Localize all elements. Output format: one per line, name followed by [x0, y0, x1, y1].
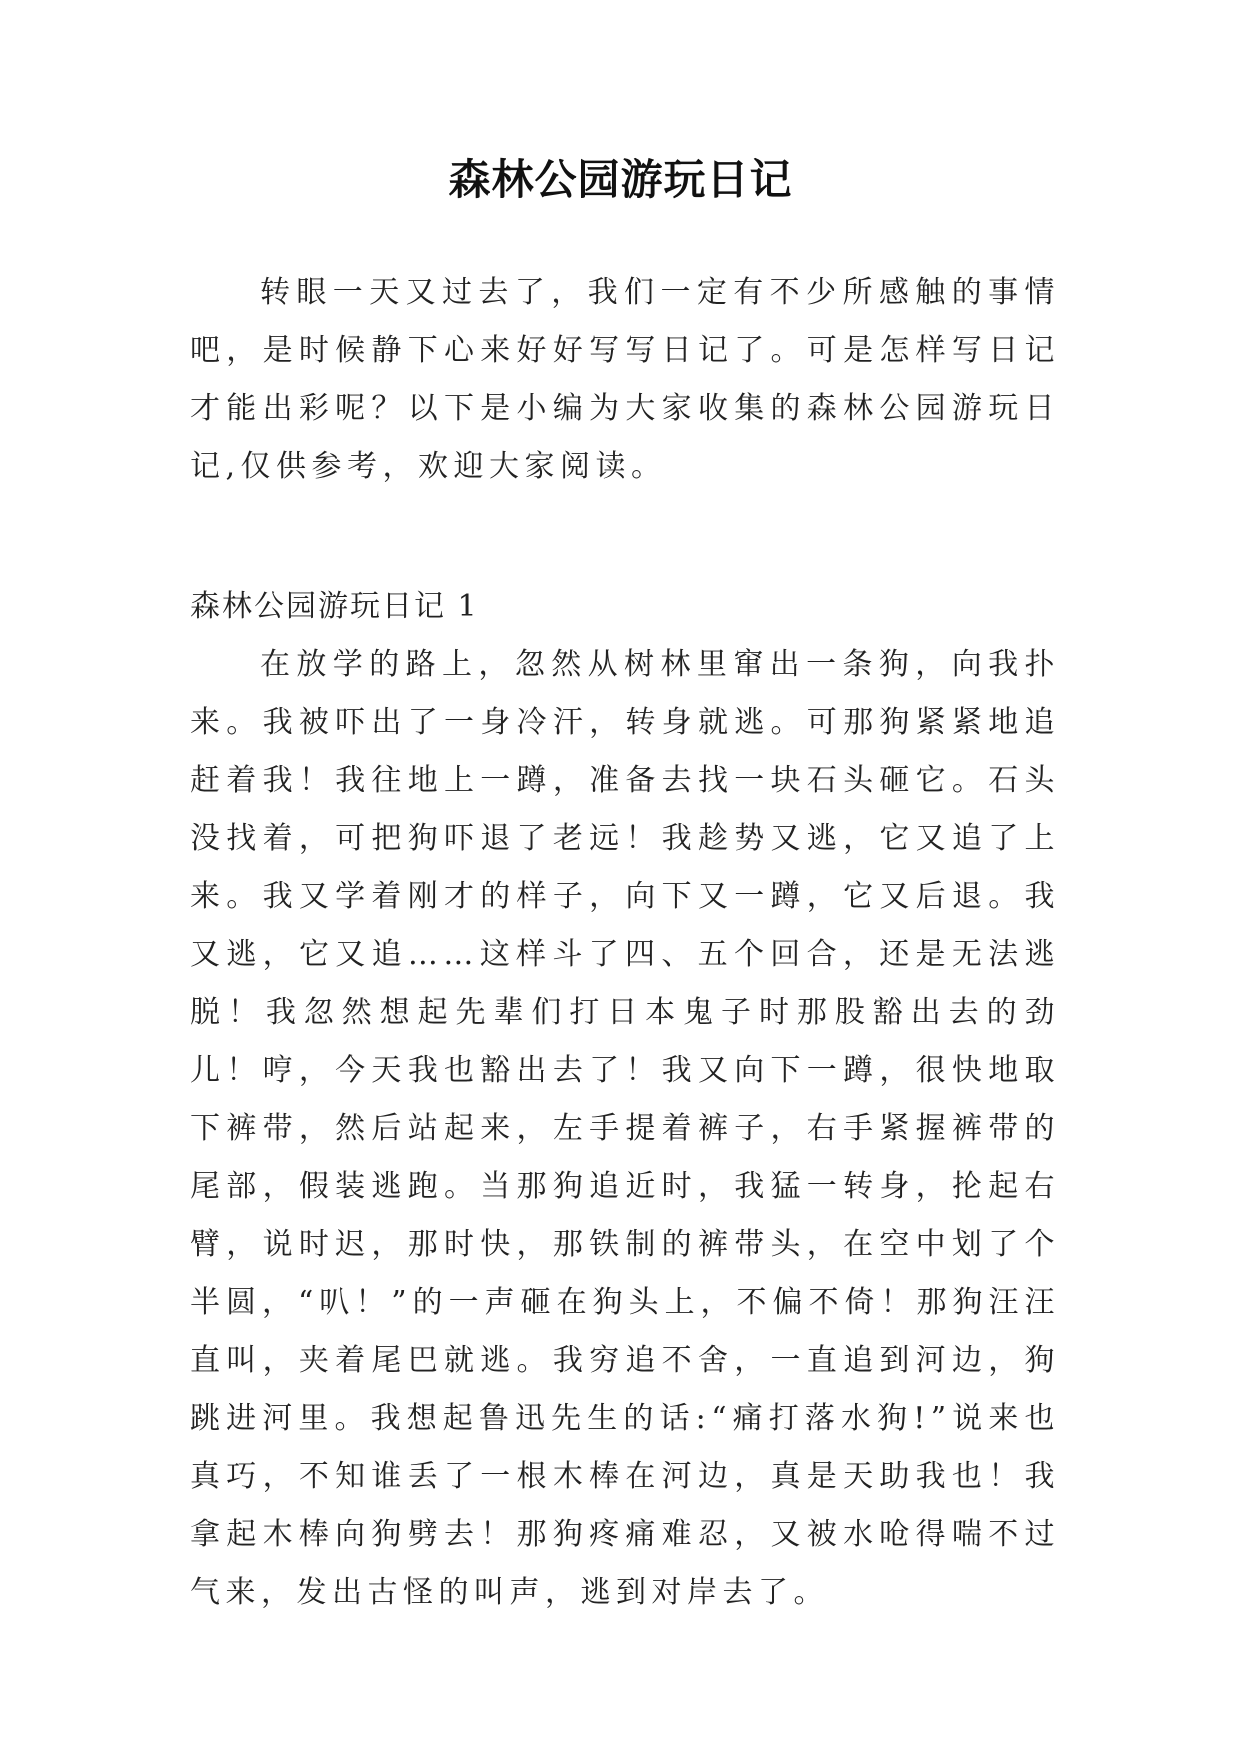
intro-paragraph: 转眼一天又过去了，我们一定有不少所感触的事情吧，是时候静下心来好好写写日记了。可是怎样写日记才能出彩呢？以下是小编为大家收集的森林公园游玩日记,仅供参考，欢迎大家阅读。 — [190, 275, 1060, 484]
section-heading: 森林公园游玩日记 1 — [190, 589, 479, 624]
document-title: 森林公园游玩日记 — [448, 155, 793, 204]
diary-entry-paragraph: 在放学的路上，忽然从树林里窜出一条狗，向我扑来。我被吓出了一身冷汗，转身就逃。可那狗紧紧地追赶着我！我往地上一蹲，准备去找一块石头砸它。石头没找着，可把狗吓退了老远！我趁势又逃，它又追了上来。我又学着刚才的样子，向下又一蹲，它又后退。我又逃，它又追……这样斗了四、五个回合，还是无法逃脱！我忽然想起先辈们打日本鬼子时那股豁出去的劲儿！哼，今天我也豁出去了！我又向下一蹲，很快地取下裤带，然后站起来，左手提着裤子，右手紧握裤带的尾部，假装逃跑。当那狗追近时，我猛一转身，抡起右臂，说时迟，那时快，那铁制的裤带头，在空中划了个半圆，“叭！”的一声砸在狗头上，不偏不倚！那狗汪汪直叫，夹着尾巴就逃。我穷追不舍，一直追到河边，狗跳进河里。我想起鲁迅先生的话:“痛打落水狗!”说来也真巧，不知谁丢了一根木棒在河边，真是天助我也！我拿起木棒向狗劈去！那狗疼痛难忍，又被水呛得喘不过气来，发出古怪的叫声，逃到对岸去了。 — [190, 647, 1060, 1610]
